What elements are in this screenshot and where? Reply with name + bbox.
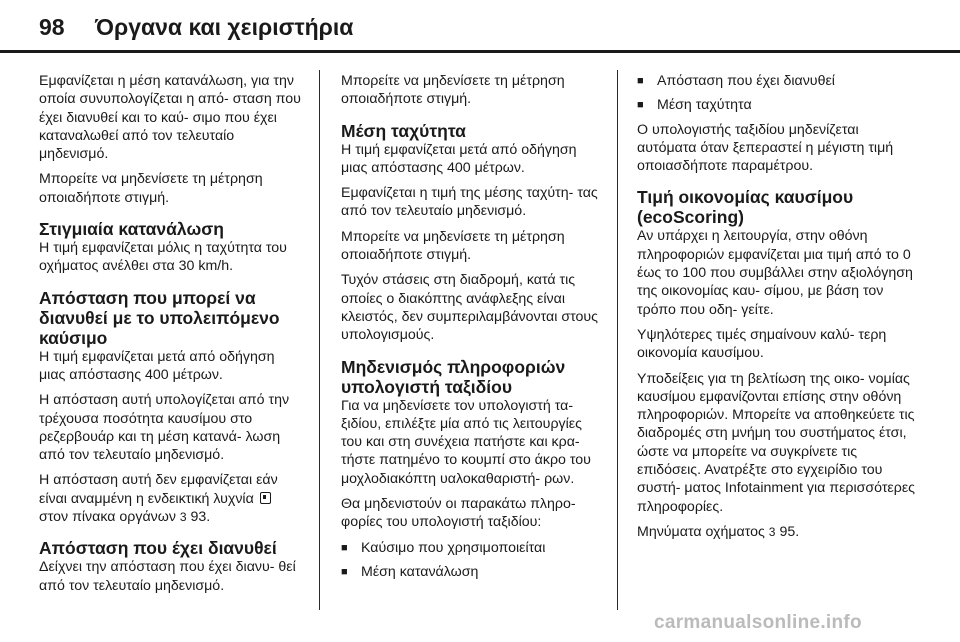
section-heading: Απόσταση που έχει διανυθεί xyxy=(39,538,277,559)
paragraph: Θα μηδενιστούν οι παρακάτω πληρο- φορίες του υπολογιστή ταξιδίου: xyxy=(341,496,576,531)
paragraph-text: Μηνύματα οχήματος xyxy=(637,523,765,540)
paragraph-text: Η απόσταση αυτή δεν εμφανίζεται εάν είναι αναμμένη η ενδεικτική λυχνία xyxy=(39,472,278,507)
list-item-text: Μέση κατανάλωση xyxy=(361,563,479,580)
section-heading: Απόσταση που μπορεί να διανυθεί με το υπολειπόμενο καύσιμο xyxy=(39,287,280,348)
paragraph: Υποδείξεις για τη βελτίωση της οικο- νομίας καυσίμου εμφανίζονται επίσης στην οθόνη πληροφοριών. Μπορείτε να αποθηκεύετε τις διαδρομές στη μνήμη του συστήματος έτσι, ώστε να μπορείτε να συγκρίνετε τις επιδόσεις. Ανατρέξτε στο εγχειρίδιο του συστή- ματος Infotainment για περισσότερες πληροφορίες. xyxy=(637,370,915,515)
paragraph-text: στον πίνακα οργάνων xyxy=(39,509,176,526)
column-2 xyxy=(341,72,603,587)
header-rule xyxy=(0,50,960,53)
paragraph: Εμφανίζεται η μέση κατανάλωση, για την οποία συνυπολογίζεται η από- σταση που έχει διανυθεί και το καύ- σιμο που έχει καταναλωθεί από τον τελευταίο μηδενισμό. xyxy=(39,73,301,163)
fuel-warning-icon xyxy=(260,492,271,504)
page-reference-arrow: 3 xyxy=(768,524,776,539)
paragraph: Αν υπάρχει η λειτουργία, στην οθόνη πληροφοριών εμφανίζεται μια τιμή από το 0 έως το 100 που συμβάλλει στην αξιολόγηση της οικονομίας καυ- σίμου, με βάση τον τρόπο που οδη- γείτε. xyxy=(637,228,913,318)
bullet-icon: ■ xyxy=(637,75,644,87)
paragraph: Εμφανίζεται η τιμή της μέσης ταχύτη- τας από τον τελευταίο μηδενισμό. xyxy=(341,185,598,220)
paragraph: Ο υπολογιστής ταξιδίου μηδενίζεται αυτόματα όταν ξεπεραστεί η μέγιστη τιμή οποιασδήποτε παραμέτρου. xyxy=(637,121,894,175)
paragraph: Υψηλότερες τιμές σημαίνουν καλύ- τερη οικονομία καυσίμου. xyxy=(637,326,887,362)
section-heading: Τιμή οικονομίας καυσίμου (ecoScoring) xyxy=(637,187,854,228)
list-item xyxy=(637,96,917,114)
section-heading: Μέση ταχύτητα xyxy=(341,120,466,141)
list-item xyxy=(341,563,603,581)
list-item-text: Καύσιμο που χρησιμοποιείται xyxy=(361,539,546,556)
section-heading: Μηδενισμός πληροφοριών υπολογιστή ταξιδίου xyxy=(341,356,566,397)
column-1 xyxy=(39,72,301,602)
column-3 xyxy=(637,72,917,548)
paragraph: Μπορείτε να μηδενίσετε τη μέτρηση οποιαδήποτε στιγμή. xyxy=(341,228,565,264)
list-item-text: Απόσταση που έχει διανυθεί xyxy=(657,73,835,89)
bullet-icon: ■ xyxy=(341,565,348,578)
list-item-text: Μέση ταχύτητα xyxy=(657,97,752,114)
list-item xyxy=(637,72,917,90)
paragraph: Τυχόν στάσεις στη διαδρομή, κατά τις οποίες ο διακόπτης ανάφλεξης είναι κλειστός, δεν συμπεριλαμβάνονται στους υπολογισμούς. xyxy=(341,272,598,344)
paragraph xyxy=(637,523,917,541)
paragraph xyxy=(39,471,301,526)
page-number: 98 xyxy=(39,14,65,40)
section-heading: Στιγμιαία κατανάλωση xyxy=(39,219,224,240)
page-title: Όργανα και χειριστήρια xyxy=(95,14,354,40)
page-reference-arrow: 3 xyxy=(179,510,187,525)
watermark: carmanualsonline.info xyxy=(654,612,862,633)
bullet-icon: ■ xyxy=(341,541,348,554)
list-item xyxy=(341,539,603,557)
column-divider xyxy=(617,70,618,610)
paragraph: Η απόσταση αυτή υπολογίζεται από την τρέχουσα ποσότητα καυσίμου στο ρεζερβουάρ και τη μέση κατανά- λωση από τον τελευταίο μηδενισμό. xyxy=(39,392,290,464)
paragraph: Μπορείτε να μηδενίσετε τη μέτρηση οποιαδήποτε στιγμή. xyxy=(341,73,565,108)
paragraph: Η τιμή εμφανίζεται μόλις η ταχύτητα του οχήματος ανέλθει στα 30 km/h. xyxy=(39,240,287,275)
paragraph: Η τιμή εμφανίζεται μετά από οδήγηση μιας απόστασης 400 μέτρων. xyxy=(39,348,275,383)
bullet-icon: ■ xyxy=(637,99,644,112)
paragraph: Η τιμή εμφανίζεται μετά από οδήγηση μιας απόστασης 400 μέτρων. xyxy=(341,141,577,176)
paragraph: Μπορείτε να μηδενίσετε τη μέτρηση οποιαδήποτε στιγμή. xyxy=(39,171,263,206)
page-reference-link[interactable]: 95. xyxy=(779,523,800,540)
page-reference-link[interactable]: 93. xyxy=(190,509,211,526)
column-divider xyxy=(319,70,320,610)
paragraph: Για να μηδενίσετε τον υπολογιστή τα- ξιδίου, επιλέξτε μία από τις λειτουργίες του και στη συνέχεια πατήστε και κρα- τήστε πατημένο το κουμπί στο άκρο του μοχλοδιακόπτη υαλοκαθαριστή- ρων. xyxy=(341,397,591,487)
page-header xyxy=(39,14,929,50)
paragraph: Δείχνει την απόσταση που έχει διανυ- θεί από τον τελευταίο μηδενισμό. xyxy=(39,559,296,594)
